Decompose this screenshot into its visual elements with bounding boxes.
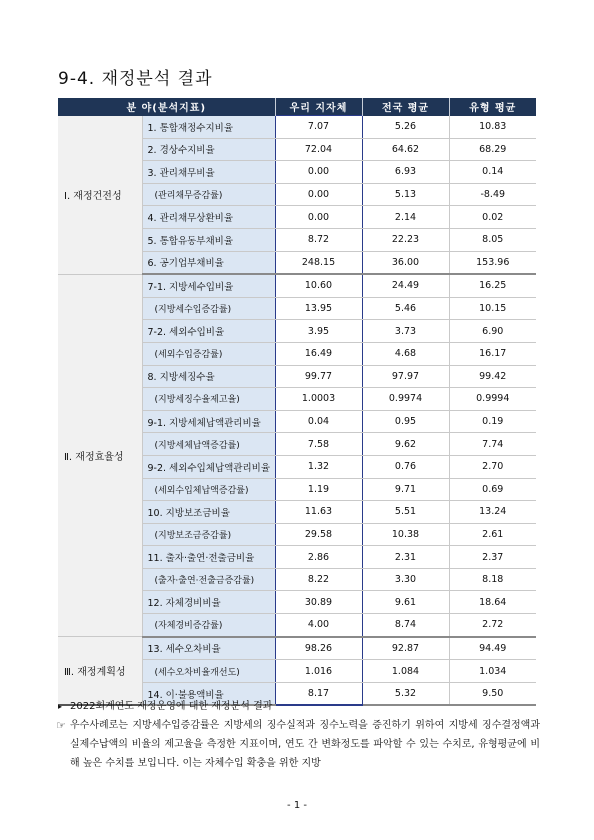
type-avg-value: 153.96 (449, 251, 536, 274)
indicator-cell: (지방세체납액증감률) (142, 433, 275, 456)
pointing-hand-icon: ☞ (56, 719, 66, 732)
our-gov-value: 8.17 (275, 682, 362, 705)
type-avg-value: 13.24 (449, 501, 536, 524)
indicator-cell: 11. 출자·출연·전출금비율 (142, 546, 275, 569)
our-gov-value: 11.63 (275, 501, 362, 524)
national-avg-value: 3.30 (362, 568, 449, 591)
national-avg-value: 2.14 (362, 206, 449, 229)
indicator-cell: 7-2. 세외수입비율 (142, 320, 275, 343)
type-avg-value: 0.9994 (449, 388, 536, 411)
indicator-cell: 6. 공기업부채비율 (142, 251, 275, 274)
table-row (58, 116, 536, 139)
type-avg-value: 8.05 (449, 228, 536, 251)
national-avg-value: 0.95 (362, 410, 449, 433)
national-avg-value: 10.38 (362, 523, 449, 546)
table-row (58, 637, 536, 660)
indicator-cell: 1. 통합재정수지비율 (142, 116, 275, 139)
national-avg-value: 0.9974 (362, 388, 449, 411)
our-gov-value: 0.00 (275, 206, 362, 229)
our-gov-value: 0.00 (275, 161, 362, 184)
analysis-notes (58, 697, 540, 773)
national-avg-value: 9.62 (362, 433, 449, 456)
national-avg-value: 8.74 (362, 614, 449, 637)
our-gov-value: 99.77 (275, 365, 362, 388)
page-number: - 1 - (287, 800, 307, 811)
our-gov-value: 72.04 (275, 138, 362, 161)
type-avg-value: 7.74 (449, 433, 536, 456)
section-title: 9-4. 재정분석 결과 (58, 69, 213, 89)
header-type-avg: 유형 평균 (449, 98, 536, 116)
type-avg-value: 2.70 (449, 455, 536, 478)
indicator-cell: 8. 지방세징수율 (142, 365, 275, 388)
type-avg-value: 16.17 (449, 342, 536, 365)
national-avg-value: 5.26 (362, 116, 449, 139)
our-gov-value: 16.49 (275, 342, 362, 365)
indicator-cell: 10. 지방보조금비율 (142, 501, 275, 524)
our-gov-value: 8.22 (275, 568, 362, 591)
our-gov-value: 2.86 (275, 546, 362, 569)
type-avg-value: 68.29 (449, 138, 536, 161)
national-avg-value: 92.87 (362, 637, 449, 660)
our-gov-value: 1.32 (275, 455, 362, 478)
indicator-cell: (자체경비증감률) (142, 614, 275, 637)
national-avg-value: 5.32 (362, 682, 449, 705)
indicator-cell: (관리채무증감률) (142, 183, 275, 206)
our-gov-value: 29.58 (275, 523, 362, 546)
national-avg-value: 2.31 (362, 546, 449, 569)
type-avg-value: 2.61 (449, 523, 536, 546)
our-gov-value: 1.016 (275, 660, 362, 683)
indicator-cell: 14. 이·불용액비율 (142, 682, 275, 705)
national-avg-value: 0.76 (362, 455, 449, 478)
indicator-cell: 3. 관리채무비율 (142, 161, 275, 184)
national-avg-value: 1.084 (362, 660, 449, 683)
table-body (58, 116, 536, 706)
type-avg-value: 0.19 (449, 410, 536, 433)
type-avg-value: 2.37 (449, 546, 536, 569)
category-cell: Ⅲ. 재정계획성 (58, 637, 142, 706)
national-avg-value: 3.73 (362, 320, 449, 343)
national-avg-value: 5.13 (362, 183, 449, 206)
type-avg-value: 9.50 (449, 682, 536, 705)
type-avg-value: -8.49 (449, 183, 536, 206)
header-our-gov: 우리 지자체 (275, 98, 362, 116)
category-cell: Ⅰ. 재정건전성 (58, 116, 142, 275)
type-avg-value: 8.18 (449, 568, 536, 591)
header-national-avg: 전국 평균 (362, 98, 449, 116)
notes-heading: 2022회계연도 재정운영에 대한 재정분석 결과 (70, 701, 273, 712)
indicator-cell: (세외수입증감률) (142, 342, 275, 365)
national-avg-value: 4.68 (362, 342, 449, 365)
national-avg-value: 5.46 (362, 297, 449, 320)
type-avg-value: 16.25 (449, 274, 536, 297)
type-avg-value: 94.49 (449, 637, 536, 660)
indicator-cell: (지방보조금증감률) (142, 523, 275, 546)
our-gov-value: 13.95 (275, 297, 362, 320)
type-avg-value: 99.42 (449, 365, 536, 388)
type-avg-value: 18.64 (449, 591, 536, 614)
national-avg-value: 9.71 (362, 478, 449, 501)
fiscal-analysis-table (58, 98, 536, 706)
indicator-cell: (지방세수입증감률) (142, 297, 275, 320)
our-gov-value: 10.60 (275, 274, 362, 297)
type-avg-value: 1.034 (449, 660, 536, 683)
our-gov-value: 0.00 (275, 183, 362, 206)
national-avg-value: 36.00 (362, 251, 449, 274)
indicator-cell: 9-2. 세외수입체납액관리비율 (142, 455, 275, 478)
national-avg-value: 64.62 (362, 138, 449, 161)
notes-paragraph-block (58, 716, 540, 773)
type-avg-value: 10.83 (449, 116, 536, 139)
our-gov-value: 3.95 (275, 320, 362, 343)
indicator-cell: 2. 경상수지비율 (142, 138, 275, 161)
our-gov-value: 30.89 (275, 591, 362, 614)
type-avg-value: 0.69 (449, 478, 536, 501)
type-avg-value: 6.90 (449, 320, 536, 343)
indicator-cell: (세수오차비율개선도) (142, 660, 275, 683)
fiscal-analysis-table-wrapper (58, 98, 536, 706)
indicator-cell: 5. 통합유동부채비율 (142, 228, 275, 251)
table-row (58, 274, 536, 297)
indicator-cell: (세외수입체납액증감률) (142, 478, 275, 501)
our-gov-value: 4.00 (275, 614, 362, 637)
our-gov-value: 1.0003 (275, 388, 362, 411)
category-cell: Ⅱ. 재정효율성 (58, 274, 142, 637)
our-gov-value: 1.19 (275, 478, 362, 501)
national-avg-value: 6.93 (362, 161, 449, 184)
type-avg-value: 0.02 (449, 206, 536, 229)
indicator-cell: 9-1. 지방세체납액관리비율 (142, 410, 275, 433)
national-avg-value: 22.23 (362, 228, 449, 251)
indicator-cell: 12. 자체경비비율 (142, 591, 275, 614)
our-gov-value: 7.07 (275, 116, 362, 139)
notes-paragraph: 우수사례로는 지방세수입증감률은 지방세의 징수실적과 징수노력을 증진하기 위하여 지방세 징수결정액과 실제수납액의 비율의 제고율을 측정한 지표이며, 연도 간 변화정도를 파악할 수 있는 수치로, 유형평균에 비해 높은 수치를 보입니다. 이는 자체수입 확충을 위한 지방 (70, 720, 540, 769)
triangle-bullet-icon: ▸ (58, 702, 63, 711)
type-avg-value: 2.72 (449, 614, 536, 637)
national-avg-value: 5.51 (362, 501, 449, 524)
national-avg-value: 24.49 (362, 274, 449, 297)
type-avg-value: 0.14 (449, 161, 536, 184)
indicator-cell: 7-1. 지방세수입비율 (142, 274, 275, 297)
our-gov-value: 0.04 (275, 410, 362, 433)
notes-heading-line (58, 697, 540, 716)
type-avg-value: 10.15 (449, 297, 536, 320)
our-gov-value: 8.72 (275, 228, 362, 251)
our-gov-value: 7.58 (275, 433, 362, 456)
our-gov-value: 248.15 (275, 251, 362, 274)
indicator-cell: 13. 세수오차비율 (142, 637, 275, 660)
indicator-cell: (출자·출연·전출금증감률) (142, 568, 275, 591)
header-field: 분 야(분석지표) (58, 98, 275, 116)
our-gov-value: 98.26 (275, 637, 362, 660)
national-avg-value: 9.61 (362, 591, 449, 614)
indicator-cell: 4. 관리채무상환비율 (142, 206, 275, 229)
indicator-cell: (지방세징수율제고율) (142, 388, 275, 411)
table-header-row (58, 98, 536, 116)
national-avg-value: 97.97 (362, 365, 449, 388)
